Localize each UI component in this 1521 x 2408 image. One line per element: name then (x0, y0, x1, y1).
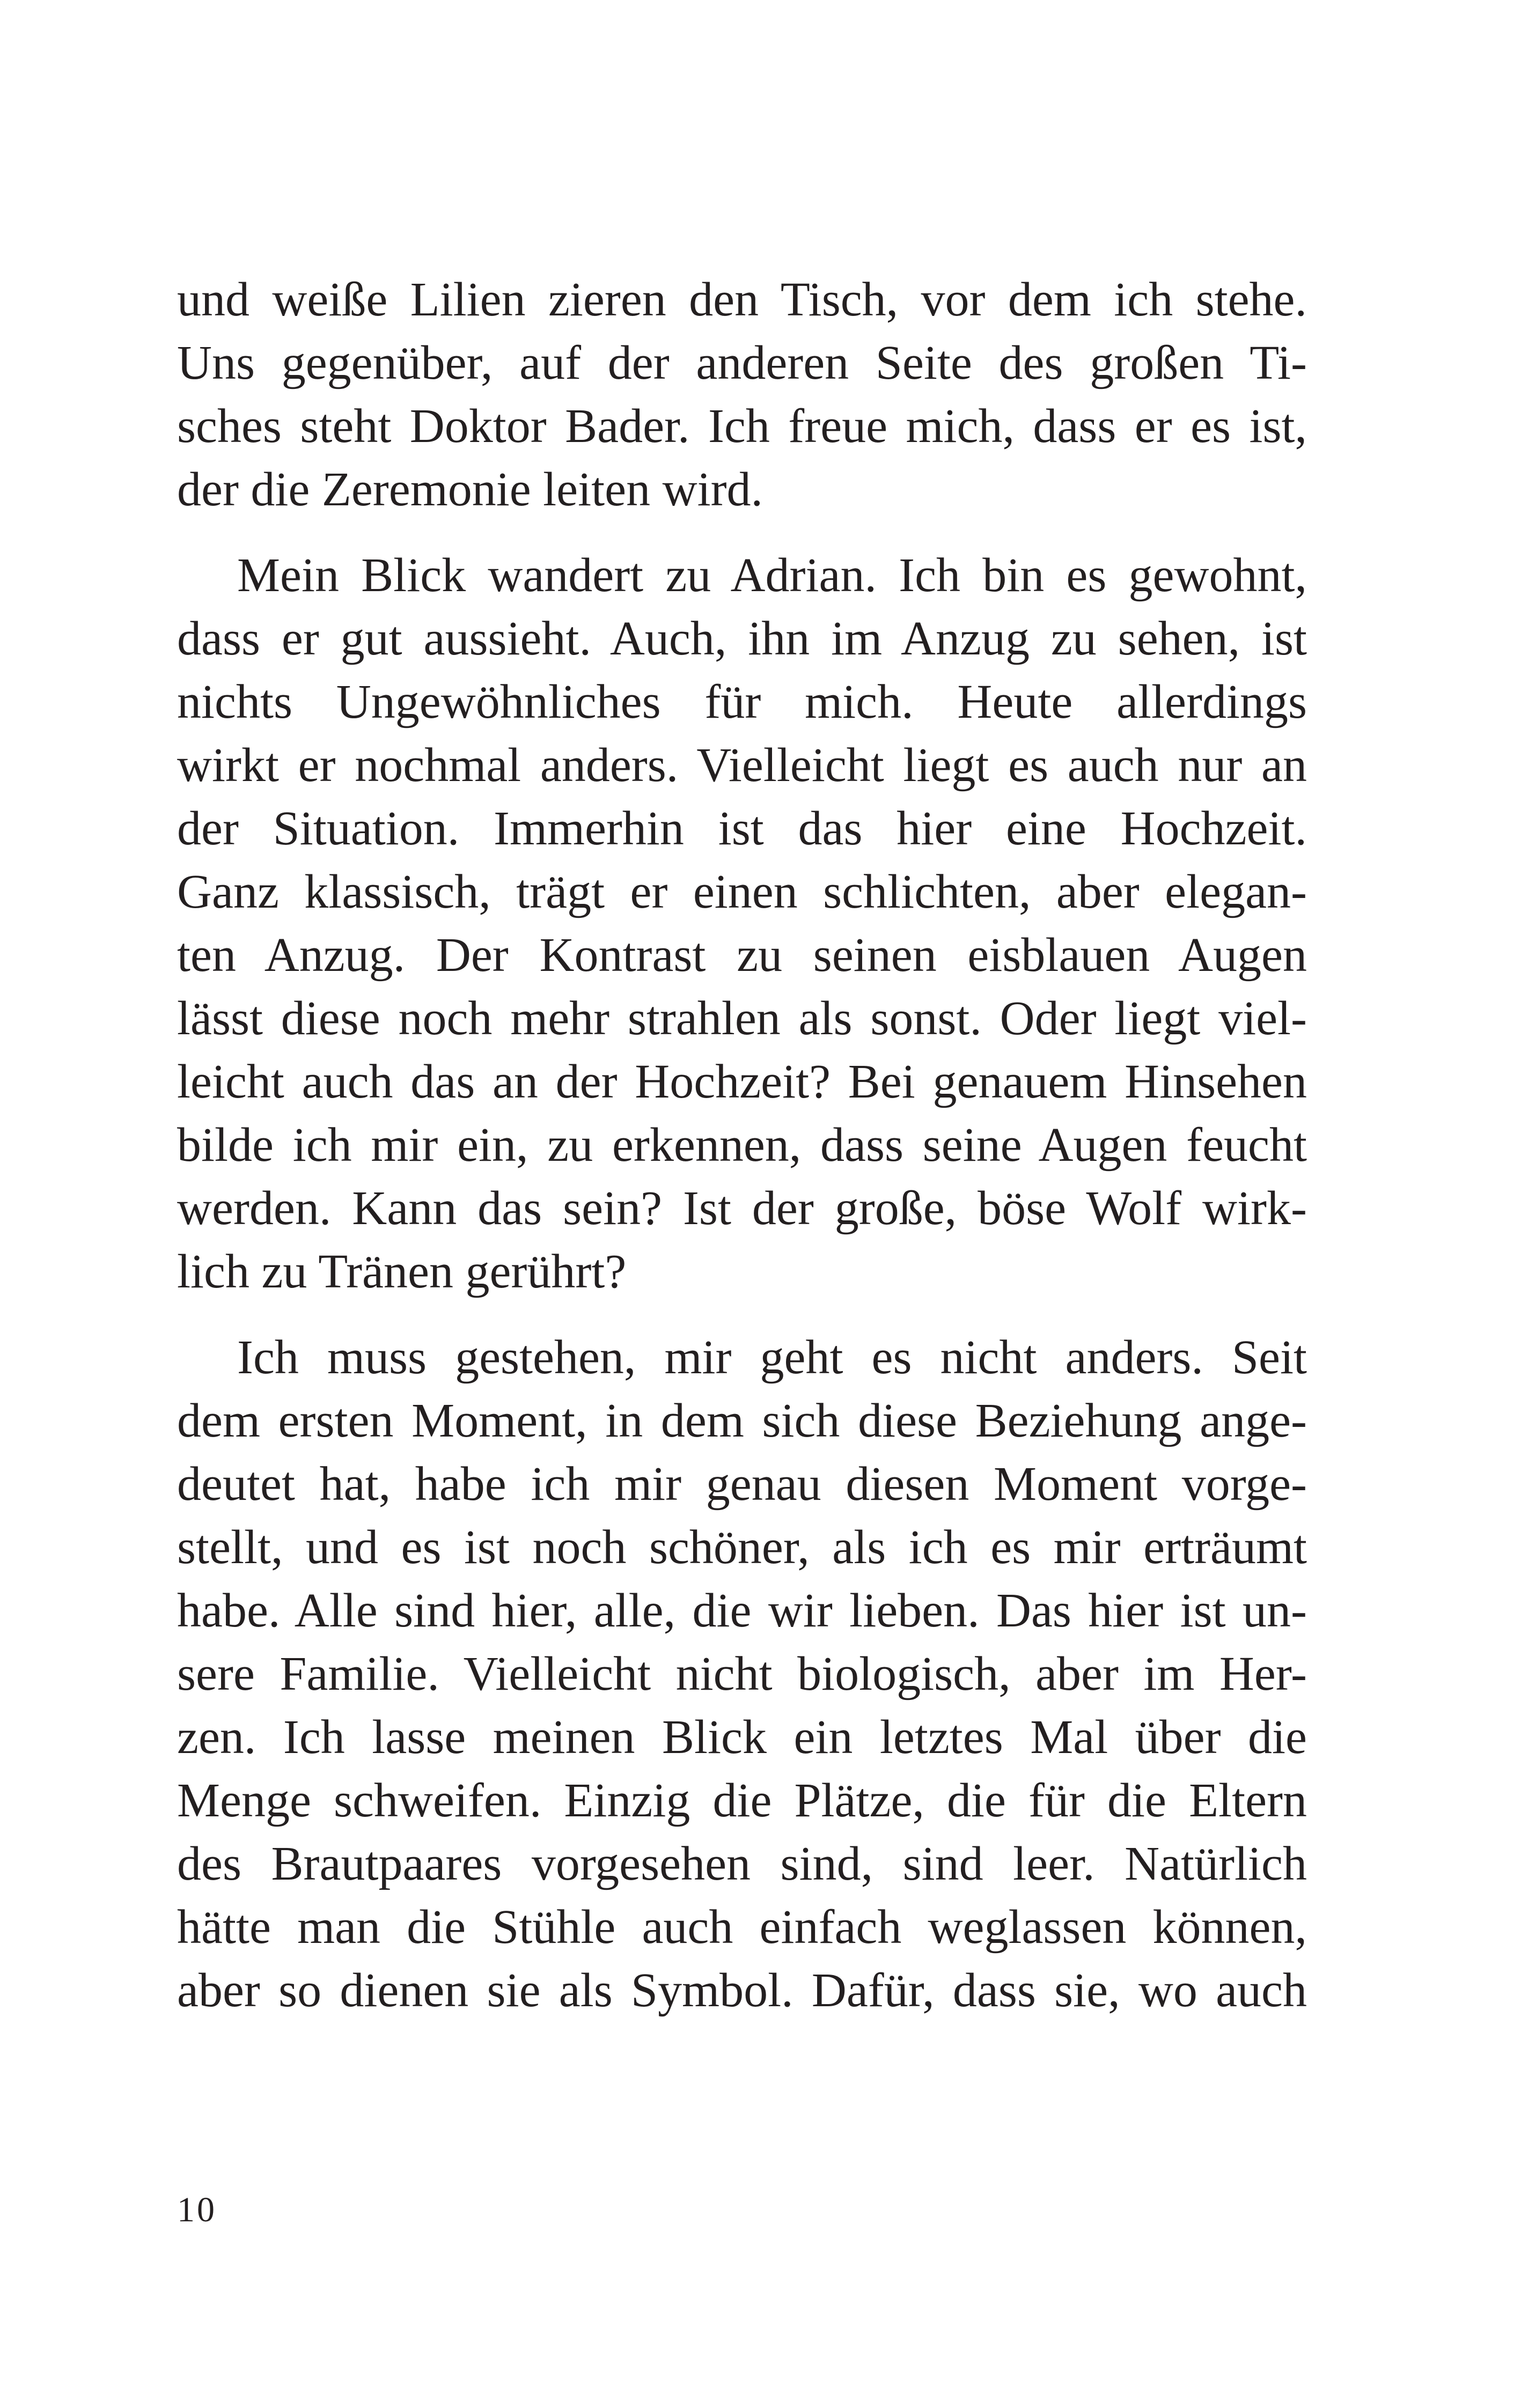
text-line: wirkt er nochmal anders. Vielleicht liegt es auch nur an (177, 739, 1307, 792)
text-line: Ganz klassisch, trägt er einen schlichten, aber elegan- (177, 865, 1307, 918)
text-line: sches steht Doktor Bader. Ich freue mich, dass er es ist, (177, 400, 1307, 453)
text-line: Menge schweifen. Einzig die Plätze, die für die Eltern (177, 1774, 1307, 1827)
paragraph (177, 544, 1307, 1304)
text-line: und weiße Lilien zieren den Tisch, vor dem ich stehe. (177, 273, 1307, 326)
paragraph (177, 268, 1307, 521)
text-line: habe. Alle sind hier, alle, die wir lieben. Das hier ist un- (177, 1584, 1307, 1637)
body-text (177, 268, 1307, 2022)
text-line: zen. Ich lasse meinen Blick ein letztes Mal über die (177, 1711, 1307, 1764)
text-line: hätte man die Stühle auch einfach weglassen können, (177, 1901, 1307, 1954)
text-line: werden. Kann das sein? Ist der große, böse Wolf wirk- (177, 1182, 1307, 1235)
text-line: nichts Ungewöhnliches für mich. Heute allerdings (177, 675, 1307, 728)
page-number: 10 (177, 2190, 217, 2229)
text-line: dem ersten Moment, in dem sich diese Beziehung ange- (177, 1394, 1307, 1447)
text-line: dass er gut aussieht. Auch, ihn im Anzug zu sehen, ist (177, 612, 1307, 665)
text-line: der die Zeremonie leiten wird. (177, 463, 763, 516)
text-line: leicht auch das an der Hochzeit? Bei genauem Hinsehen (177, 1055, 1307, 1108)
text-line: bilde ich mir ein, zu erkennen, dass seine Augen feucht (177, 1118, 1307, 1172)
text-line: aber so dienen sie als Symbol. Dafür, dass sie, wo auch (177, 1964, 1307, 2017)
text-line: ten Anzug. Der Kontrast zu seinen eisblauen Augen (177, 929, 1307, 982)
text-line: Mein Blick wandert zu Adrian. Ich bin es gewohnt, (237, 549, 1307, 602)
text-line: lich zu Tränen gerührt? (177, 1245, 627, 1298)
text-line: Ich muss gestehen, mir geht es nicht anders. Seit (237, 1331, 1307, 1384)
text-line: der Situation. Immerhin ist das hier eine Hochzeit. (177, 802, 1307, 855)
paragraph (177, 1326, 1307, 2022)
text-line: deutet hat, habe ich mir genau diesen Moment vorge- (177, 1457, 1307, 1511)
text-line: stellt, und es ist noch schöner, als ich es mir erträumt (177, 1521, 1307, 1574)
paragraph-gap (177, 1304, 1307, 1326)
text-line: Uns gegenüber, auf der anderen Seite des großen Ti- (177, 336, 1307, 389)
text-line: sere Familie. Vielleicht nicht biologisch, aber im Her- (177, 1647, 1307, 1700)
text-line: des Brautpaares vorgesehen sind, sind leer. Natürlich (177, 1837, 1307, 1890)
text-line: lässt diese noch mehr strahlen als sonst. Oder liegt viel- (177, 992, 1307, 1045)
paragraph-gap (177, 521, 1307, 544)
